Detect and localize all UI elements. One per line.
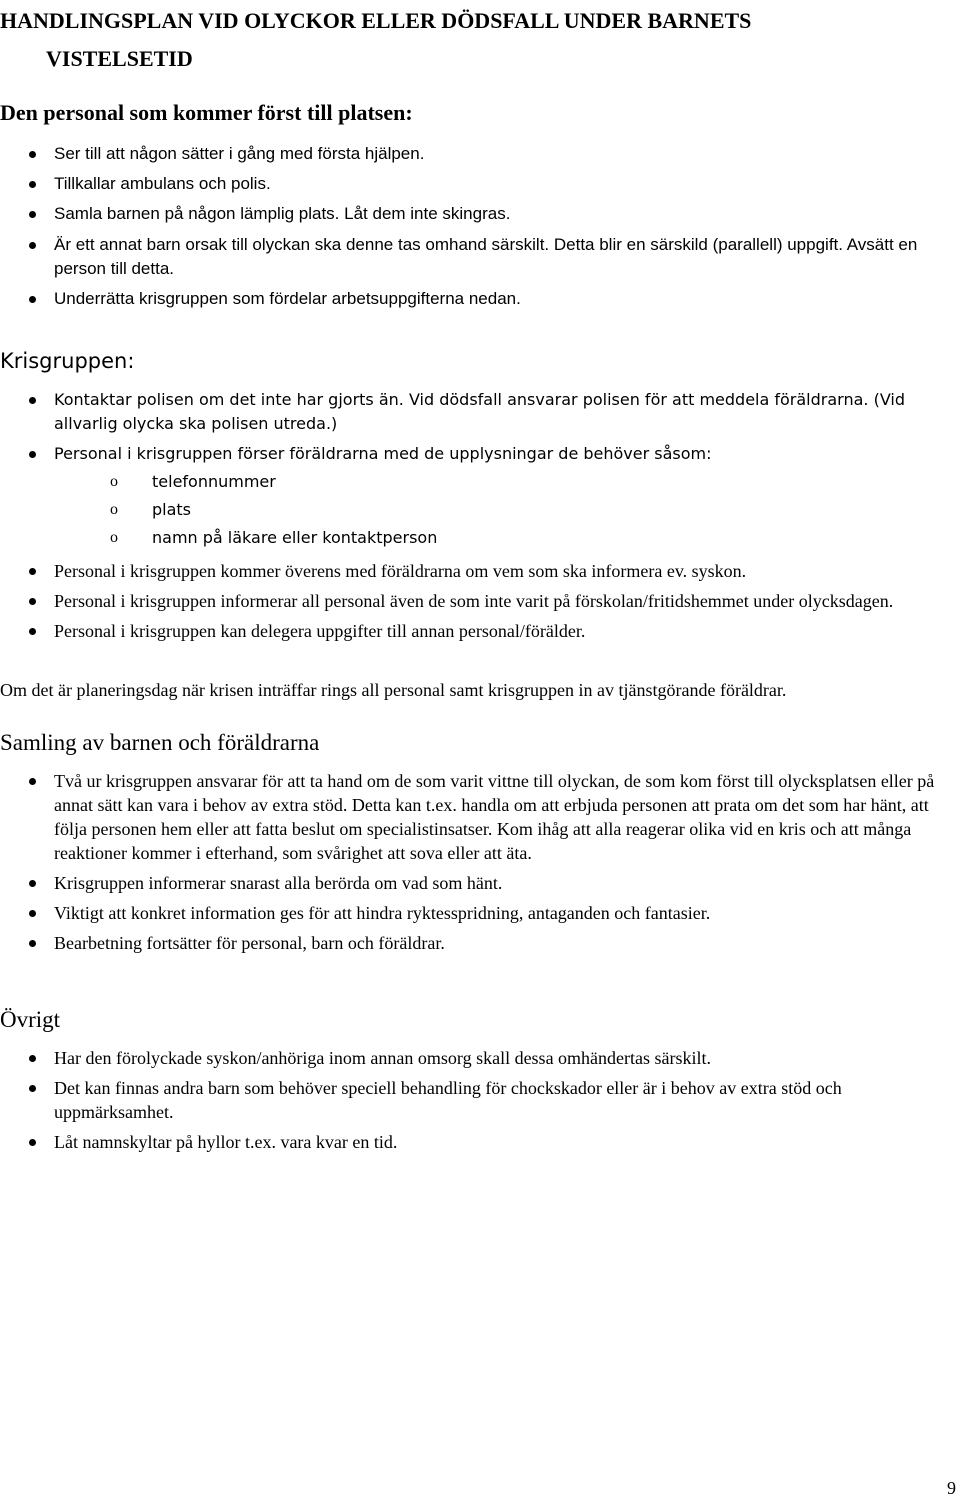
samling-list <box>0 769 960 955</box>
list-item: Kontaktar polisen om det inte har gjorts än. Vid dödsfall ansvarar polisen för att meddela föräldrarna. (Vid allvarlig olycka ska polisen utreda.) <box>0 388 960 436</box>
bullet-icon <box>29 151 36 158</box>
sublist-item: o plats <box>54 498 960 522</box>
circle-bullet-icon: o <box>110 473 118 490</box>
bullet-icon <box>29 880 36 887</box>
bullet-icon <box>29 296 36 303</box>
list-item: Är ett annat barn orsak till olyckan ska denne tas omhand särskilt. Detta blir en särskild (parallell) uppgift. Avsätt en person till detta. <box>0 233 960 281</box>
bullet-icon <box>29 598 36 605</box>
list-item: Två ur krisgruppen ansvarar för att ta hand om de som varit vittne till olyckan, de som kom först till olycksplatsen eller på annat sätt kan vara i behov av extra stöd. Detta kan t.ex. handla om att erbjuda personen att prata om det som har hänt, att följa personen hem eller att fatta beslut om specialistinsatser. Kom ihåg att alla reagerar olika vid en kris och att många reaktioner kommer i efterhand, som svårighet att sova eller att äta. <box>0 769 960 865</box>
bullet-icon <box>29 242 36 249</box>
krisgruppen-list-continued <box>0 559 960 643</box>
bullet-icon <box>29 910 36 917</box>
list-item: Personal i krisgruppen kommer överens med föräldrarna om vem som ska informera ev. syskon. <box>0 559 960 583</box>
list-item: Personal i krisgruppen kan delegera uppgifter till annan personal/förälder. <box>0 619 960 643</box>
bullet-icon <box>29 628 36 635</box>
list-item: Samla barnen på någon lämplig plats. Låt dem inte skingras. <box>0 202 960 226</box>
ovrigt-list <box>0 1046 960 1154</box>
bullet-icon <box>29 1085 36 1092</box>
circle-bullet-icon: o <box>110 529 118 546</box>
list-item: Personal i krisgruppen informerar all personal även de som inte varit på förskolan/fritidshemmet under olycksdagen. <box>0 589 960 613</box>
list-item: Personal i krisgruppen förser föräldrarna med de upplysningar de behöver såsom: o telefonnummer o plats o namn på läkare eller kontaktperson <box>0 442 960 550</box>
list-item: Har den förolyckade syskon/anhöriga inom annan omsorg skall dessa omhändertas särskilt. <box>0 1046 960 1070</box>
bullet-icon <box>29 1139 36 1146</box>
list-item: Bearbetning fortsätter för personal, barn och föräldrar. <box>0 931 960 955</box>
list-item: Underrätta krisgruppen som fördelar arbetsuppgifterna nedan. <box>0 287 960 311</box>
list-item: Viktigt att konkret information ges för att hindra ryktesspridning, antaganden och fantasier. <box>0 901 960 925</box>
information-sublist <box>54 470 960 550</box>
page-number: 9 <box>947 1478 956 1498</box>
krisgruppen-list <box>0 388 960 554</box>
bullet-icon <box>29 181 36 188</box>
circle-bullet-icon: o <box>110 501 118 518</box>
document-title <box>0 2 958 78</box>
first-staff-list <box>0 142 960 311</box>
list-item: Tillkallar ambulans och polis. <box>0 172 960 196</box>
bullet-icon <box>29 211 36 218</box>
list-item: Det kan finnas andra barn som behöver speciell behandling för chockskador eller är i behov av extra stöd och uppmärksamhet. <box>0 1076 960 1124</box>
bullet-icon <box>29 451 36 458</box>
sublist-item: o namn på läkare eller kontaktperson <box>54 526 960 550</box>
list-item: Krisgruppen informerar snarast alla berörda om vad som hänt. <box>0 871 960 895</box>
krisgruppen-heading: Krisgruppen: <box>0 349 135 373</box>
list-item: Ser till att någon sätter i gång med första hjälpen. <box>0 142 960 166</box>
samling-heading: Samling av barnen och föräldrarna <box>0 730 320 755</box>
list-item: Låt namnskyltar på hyllor t.ex. vara kvar en tid. <box>0 1130 960 1154</box>
planning-day-note: Om det är planeringsdag när krisen inträffar rings all personal samt krisgruppen in av tjänstgörande föräldrar. <box>0 680 787 700</box>
bullet-icon <box>29 1055 36 1062</box>
ovrigt-heading: Övrigt <box>0 1007 61 1032</box>
first-staff-heading: Den personal som kommer först till platsen: <box>0 100 413 125</box>
sublist-item: o telefonnummer <box>54 470 960 494</box>
bullet-icon <box>29 397 36 404</box>
bullet-icon <box>29 940 36 947</box>
bullet-icon <box>29 568 36 575</box>
title-line-1: HANDLINGSPLAN VID OLYCKOR ELLER DÖDSFALL UNDER BARNETS <box>0 8 752 33</box>
title-line-2: VISTELSETID <box>46 46 193 71</box>
bullet-icon <box>29 778 36 785</box>
